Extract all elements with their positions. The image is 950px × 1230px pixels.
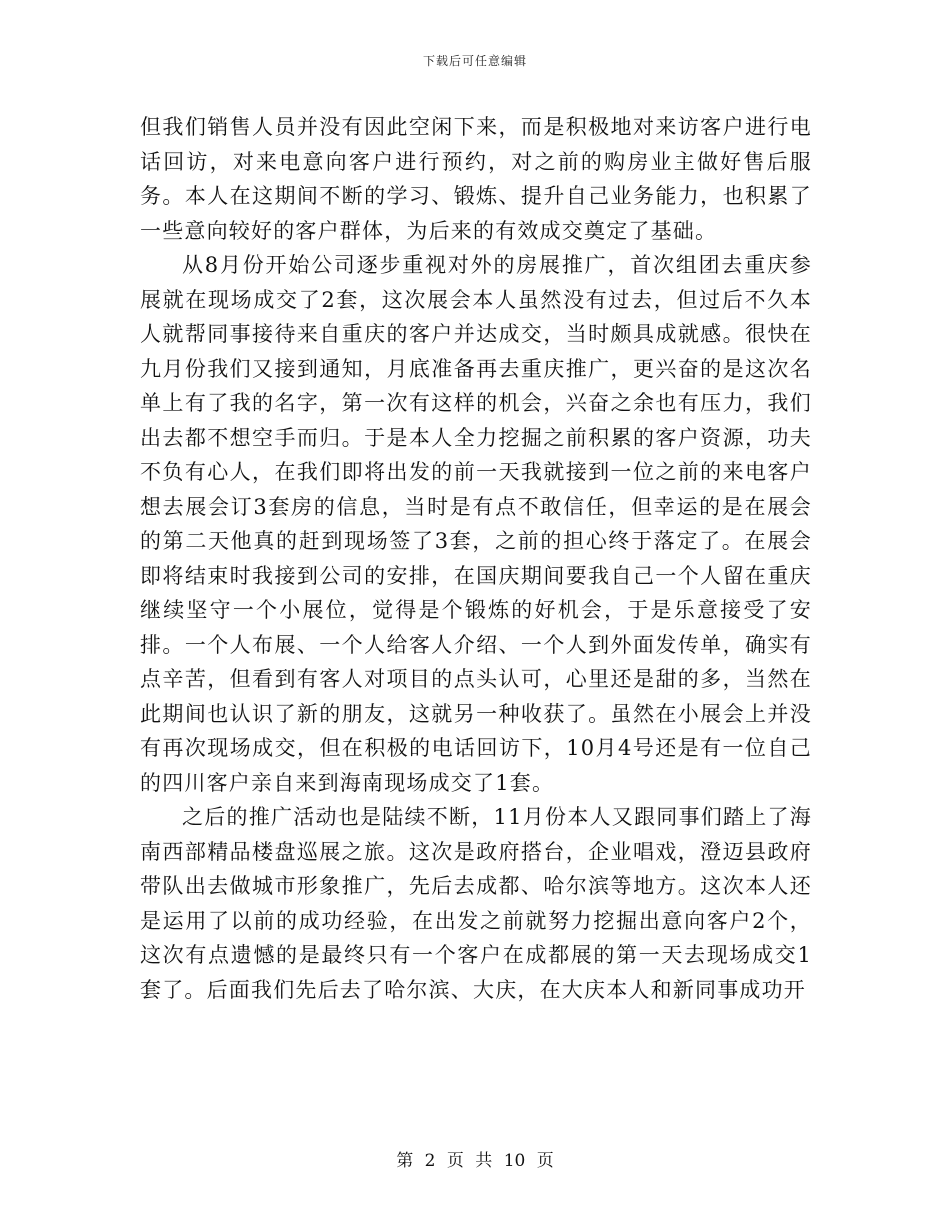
document-body [140, 110, 812, 1007]
paragraph: 从8月份开始公司逐步重视对外的房展推广，首次组团去重庆参展就在现场成交了2套，这次展会本人虽然没有过去，但过后不久本人就帮同事接待来自重庆的客户并达成交，当时颇具成就感。很快在九月份我们又接到通知，月底准备再去重庆推广，更兴奋的是这次名单上有了我的名字，第一次有这样的机会，兴奋之余也有压力，我们出去都不想空手而归。于是本人全力挖掘之前积累的客户资源，功夫不负有心人，在我们即将出发的前一天我就接到一位之前的来电客户想去展会订3套房的信息，当时是有点不敢信任，但幸运的是在展会的第二天他真的赶到现场签了3套，之前的担心终于落定了。在展会即将结束时我接到公司的安排，在国庆期间要我自己一个人留在重庆继续坚守一个小展位，觉得是个锻炼的好机会，于是乐意接受了安排。一个人布展、一个人给客人介绍、一个人到外面发传单，确实有点辛苦，但看到有客人对项目的点头认可，心里还是甜的多，当然在此期间也认识了新的朋友，这就另一种收获了。虽然在小展会上并没有再次现场成交，但在积极的电话回访下，10月4号还是有一位自己的四川客户亲自来到海南现场成交了1套。 [140, 253, 812, 795]
page-number: 第 2 页 共 10 页 [396, 1151, 554, 1171]
page-header: 下载后可任意编辑 [422, 54, 527, 68]
paragraph: 之后的推广活动也是陆续不断，11月份本人又跟同事们踏上了海南西部精品楼盘巡展之旅。这次是政府搭台，企业唱戏，澄迈县政府带队出去做城市形象推广，先后去成都、哈尔滨等地方。这次本人还是运用了以前的成功经验，在出发之前就努力挖掘出意向客户2个，这次有点遗憾的是最终只有一个客户在成都展的第一天去现场成交1套了。后面我们先后去了哈尔滨、大庆，在大庆本人和新同事成功开 [140, 805, 812, 1002]
paragraph-continued: 但我们销售人员并没有因此空闲下来，而是积极地对来访客户进行电话回访，对来电意向客户进行预约，对之前的购房业主做好售后服务。本人在这期间不断的学习、锻炼、提升自己业务能力，也积累了一些意向较好的客户群体，为后来的有效成交奠定了基础。 [140, 115, 812, 243]
